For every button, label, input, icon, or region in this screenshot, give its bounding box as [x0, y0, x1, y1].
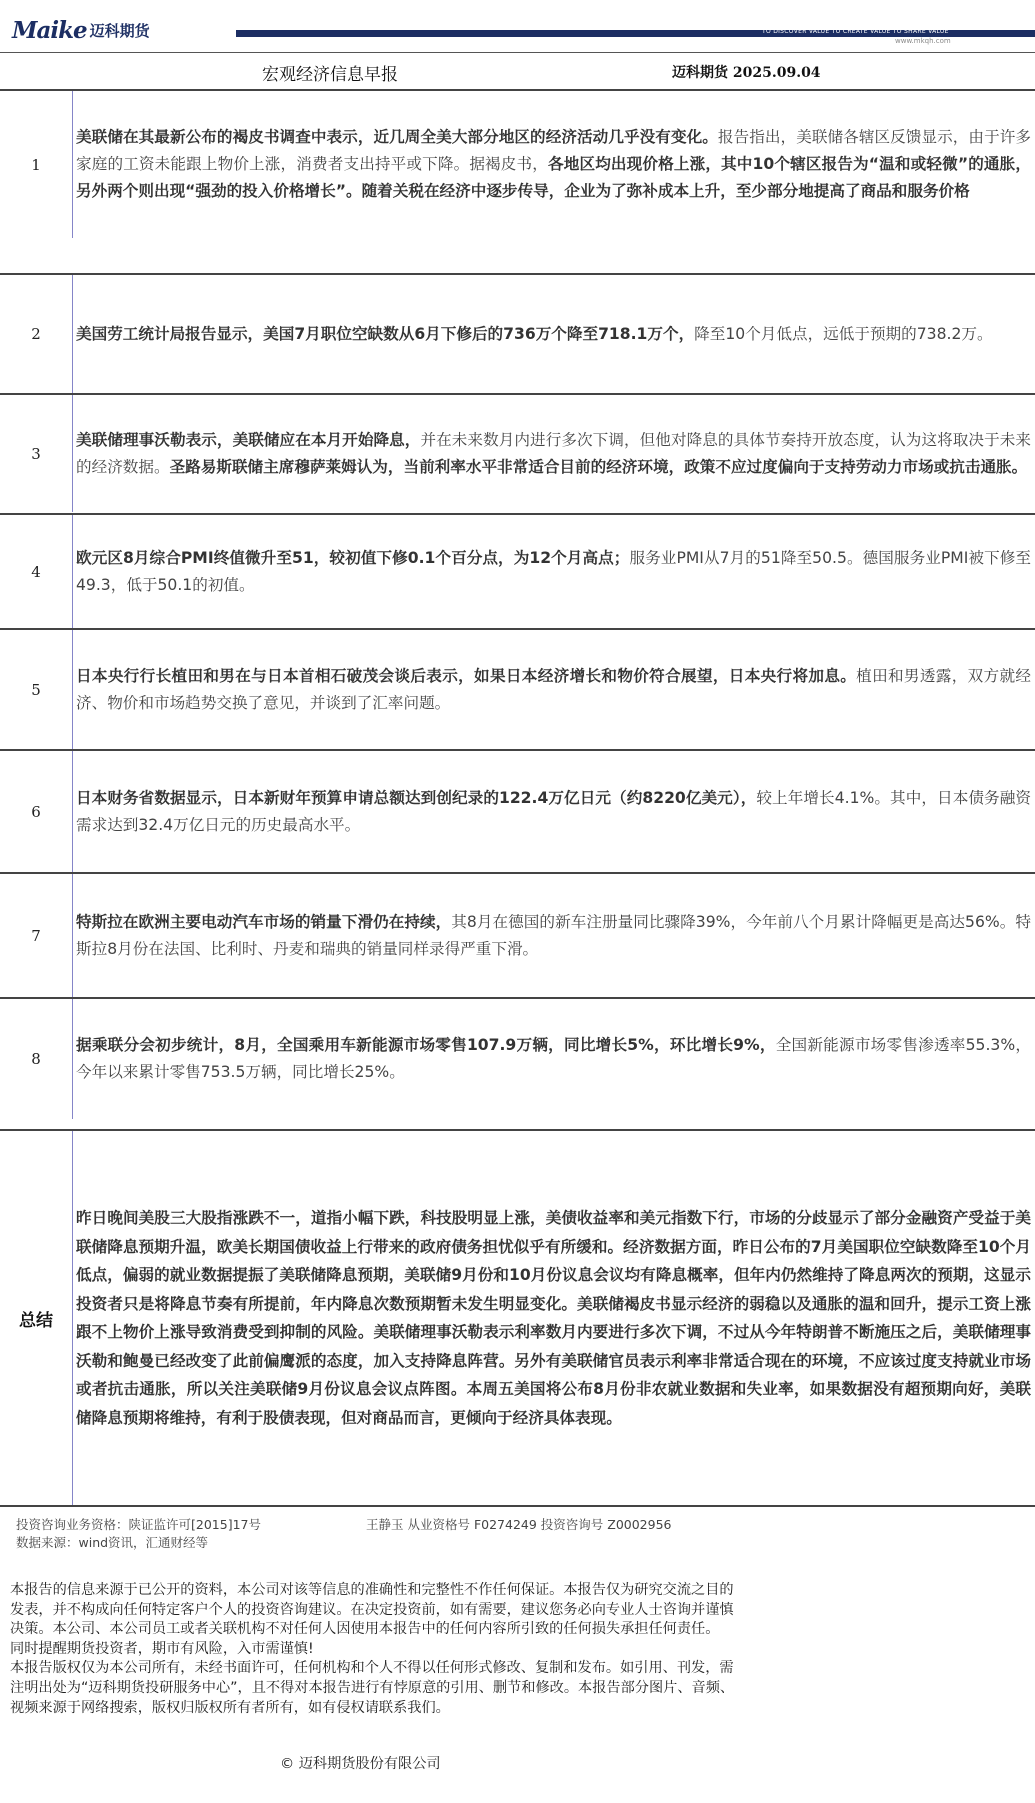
news-bold-text: 日本财务省数据显示，日本新财年预算申请总额达到创纪录的122.4万亿日元（约8220亿美元），: [76, 788, 757, 807]
summary-paragraph: 昨日晚间美股三大股指涨跌不一，道指小幅下跌，科技股明显上涨，美债收益率和美元指数下行，市场的分歧显示了部分金融资产受益于美联储降息预期升温，欧美长期国债收益上行带来的政府债务担忧似乎有所缓和。经济数据方面，昨日公布的7月美国职位空缺数降至10个月低点，偏弱的就业数据提振了美联储降息预期，美联储9月份和10月份议息会议均有降息概率，但年内仍然维持了降息两次的预期，这显示投资者只是将降息节奏有所提前，年内降息次数预期暂未发生明显变化。美联储褐皮书显示经济的弱稳以及通胀的温和回升，提示工资上涨跟不上物价上涨导致消费受到抑制的风险。美联储理事沃勒表示利率数月内要进行多次下调，不过从今年特朗普不断施压之后，美联储理事沃勒和鲍曼已经改变了此前偏鹰派的态度，加入支持降息阵营。另外有美联储官员表示利率非常适合现在的环境，不应该过度支持就业市场或者抗击通胀，所以关注美联储9月份议息会议点阵图。本周五美国将公布8月份非农就业数据和失业率，如果数据没有超预期向好，美联储降息预期将维持，有利于股债表现，但对商品而言，更倾向于经济具体表现。: [76, 1209, 1031, 1427]
title-row: [0, 52, 1035, 90]
logo-cn-text: 迈科期货: [89, 21, 150, 40]
maike-logo: [12, 18, 150, 42]
news-row-7: [0, 872, 1035, 997]
news-bold-text: 据乘联分会初步统计，8月，全国乘用车新能源市场零售107.9万辆，同比增长5%，环比增长9%，: [76, 1036, 776, 1054]
company-date: 迈科期货 2025.09.04: [672, 65, 821, 81]
news-paragraph: [76, 545, 1031, 599]
row-number: 1: [0, 91, 73, 238]
news-paragraph: [76, 785, 1031, 839]
news-normal-text: 报告指出，美联储各辖区反馈显示，由于许多家庭的工资未能跟上物价上涨，消费者支出持平或下降。据褐皮书，: [76, 128, 1031, 173]
logo-latin-text: Maike: [12, 16, 87, 44]
news-paragraph: [76, 909, 1031, 963]
news-normal-text: 其8月在德国的新车注册量同比骤降39%，今年前八个月累计降幅更是高达56%。特斯拉8月份在法国、比利时、丹麦和瑞典的销量同样录得严重下滑。: [76, 912, 1031, 958]
news-row-1: [0, 89, 1035, 238]
news-normal-text: 植田和男透露，双方就经济、物价和市场趋势交换了意见，并谈到了汇率问题。: [76, 666, 1031, 712]
news-row-5: [0, 628, 1035, 749]
summary-text-cell: [76, 1131, 1031, 1505]
news-bold-text: 特斯拉在欧洲主要电动汽车市场的销量下滑仍在持续，: [76, 912, 452, 931]
news-bold-text: 欧元区8月综合PMI终值微升至51，较初值下修0.1个百分点，为12个月高点；: [76, 548, 630, 567]
news-normal-text: 较上年增长4.1%。其中，日本债务融资需求达到32.4万亿日元的历史最高水平。: [76, 788, 1031, 834]
row-number: 2: [0, 275, 73, 393]
disclaimer-paragraph: 本报告的信息来源于已公开的资料，本公司对该等信息的准确性和完整性不作任何保证。本报告仅为研究交流之目的发表，并不构成向任何特定客户个人的投资咨询建议。在决定投资前，如有需要，建议您务必向专业人士咨询并谨慎决策。本公司、本公司员工或者关联机构不对任何人因使用本报告中的任何内容所引致的任何损失承担任何责任。: [10, 1582, 734, 1638]
news-text-cell: [76, 515, 1031, 628]
summary-label: 总结: [0, 1131, 73, 1505]
news-bold-text: 美联储在其最新公布的褐皮书调查中表示，近几周全美大部分地区的经济活动几乎没有变化。: [76, 128, 718, 146]
news-normal-text: 全国新能源市场零售渗透率55.3%，今年以来累计零售753.5万辆，同比增长25%。: [76, 1036, 1032, 1081]
news-text-cell: [76, 275, 1031, 393]
news-row-3: [0, 393, 1035, 512]
news-bold-text: 日本央行行长植田和男在与日本首相石破茂会谈后表示，如果日本经济增长和物价符合展望，日本央行将加息。: [76, 666, 857, 685]
news-paragraph: [76, 663, 1031, 717]
news-row-8: [0, 997, 1035, 1119]
news-bold-text: 美联储理事沃勒表示，美联储应在本月开始降息，: [76, 430, 421, 449]
copyright-notice: 本报告版权仅为本公司所有，未经书面许可，任何机构和个人不得以任何形式修改、复制和发布。如引用、刊发，需注明出处为“迈科期货投研服务中心”，且不得对本报告进行有悖原意的引用、删节和修改。本报告部分图片、音频、视频来源于网络搜索，版权归版权所有者所有，如有侵权请联系我们。: [10, 1660, 735, 1716]
news-normal-text: 降至10个月低点，远低于预期的738.2万。: [694, 324, 993, 343]
news-row-6: [0, 749, 1035, 872]
news-paragraph: [76, 1032, 1031, 1086]
company-copyright: © 迈科期货股份有限公司: [280, 1756, 441, 1772]
news-paragraph: [76, 124, 1031, 205]
data-source: 数据来源：wind资讯，汇通财经等: [16, 1535, 209, 1550]
news-text-cell: [76, 630, 1031, 749]
risk-warning: 同时提醒期货投资者，期市有风险，入市需谨慎!: [10, 1640, 314, 1657]
news-row-2: [0, 273, 1035, 393]
report-header: [0, 0, 1035, 52]
row-number: 3: [0, 395, 73, 512]
news-normal-text: 服务业PMI从7月的51降至50.5。德国服务业PMI被下修至49.3，低于50.1的初值。: [76, 548, 1032, 594]
row-number: 5: [0, 630, 73, 749]
row-number: 7: [0, 874, 73, 997]
qualification-text: 投资咨询业务资格：陕证监许可[2015]17号: [16, 1517, 261, 1532]
news-text-cell: [76, 999, 1031, 1119]
news-text-cell: [76, 874, 1031, 997]
news-row-4: [0, 513, 1035, 628]
row-number: 4: [0, 515, 73, 628]
news-paragraph: [76, 321, 993, 348]
summary-row: [0, 1129, 1035, 1505]
website: www.mkqh.com: [895, 37, 951, 45]
news-text-cell: [76, 395, 1031, 512]
news-bold-text-2: 各地区均出现价格上涨，其中10个辖区报告为“温和或轻微”的通胀，另外两个则出现“强劲的投入价格增长”。随着关税在经济中逐步传导，企业为了弥补成本上升，至少部分地提高了商品和服务价格: [76, 155, 1031, 200]
news-text-cell: [76, 751, 1031, 872]
row-number: 6: [0, 751, 73, 872]
disclaimer: [10, 1581, 738, 1718]
row-number: 8: [0, 999, 73, 1119]
news-bold-text-2: 圣路易斯联储主席穆萨莱姆认为，当前利率水平非常适合目前的经济环境，政策不应过度偏向于支持劳动力市场或抗击通胀。: [169, 457, 1028, 476]
news-bold-text: 美国劳工统计局报告显示，美国7月职位空缺数从6月下修后的736万个降至718.1万个，: [76, 324, 695, 343]
page-title: 宏观经济信息早报: [262, 65, 398, 85]
news-paragraph: [76, 427, 1031, 481]
news-text-cell: [76, 91, 1031, 238]
slogan: TO DISCOVER VALUE TO CREATE VALUE TO SHARE VALUE: [762, 28, 949, 35]
report-footer: [0, 1505, 1035, 1803]
news-normal-text: 并在未来数月内进行多次下调，但他对降息的具体节奏持开放态度，认为这将取决于未来的经济数据。: [76, 430, 1031, 476]
analyst-info: 王静玉 从业资格号 F0274249 投资咨询号 Z0002956: [366, 1517, 672, 1532]
